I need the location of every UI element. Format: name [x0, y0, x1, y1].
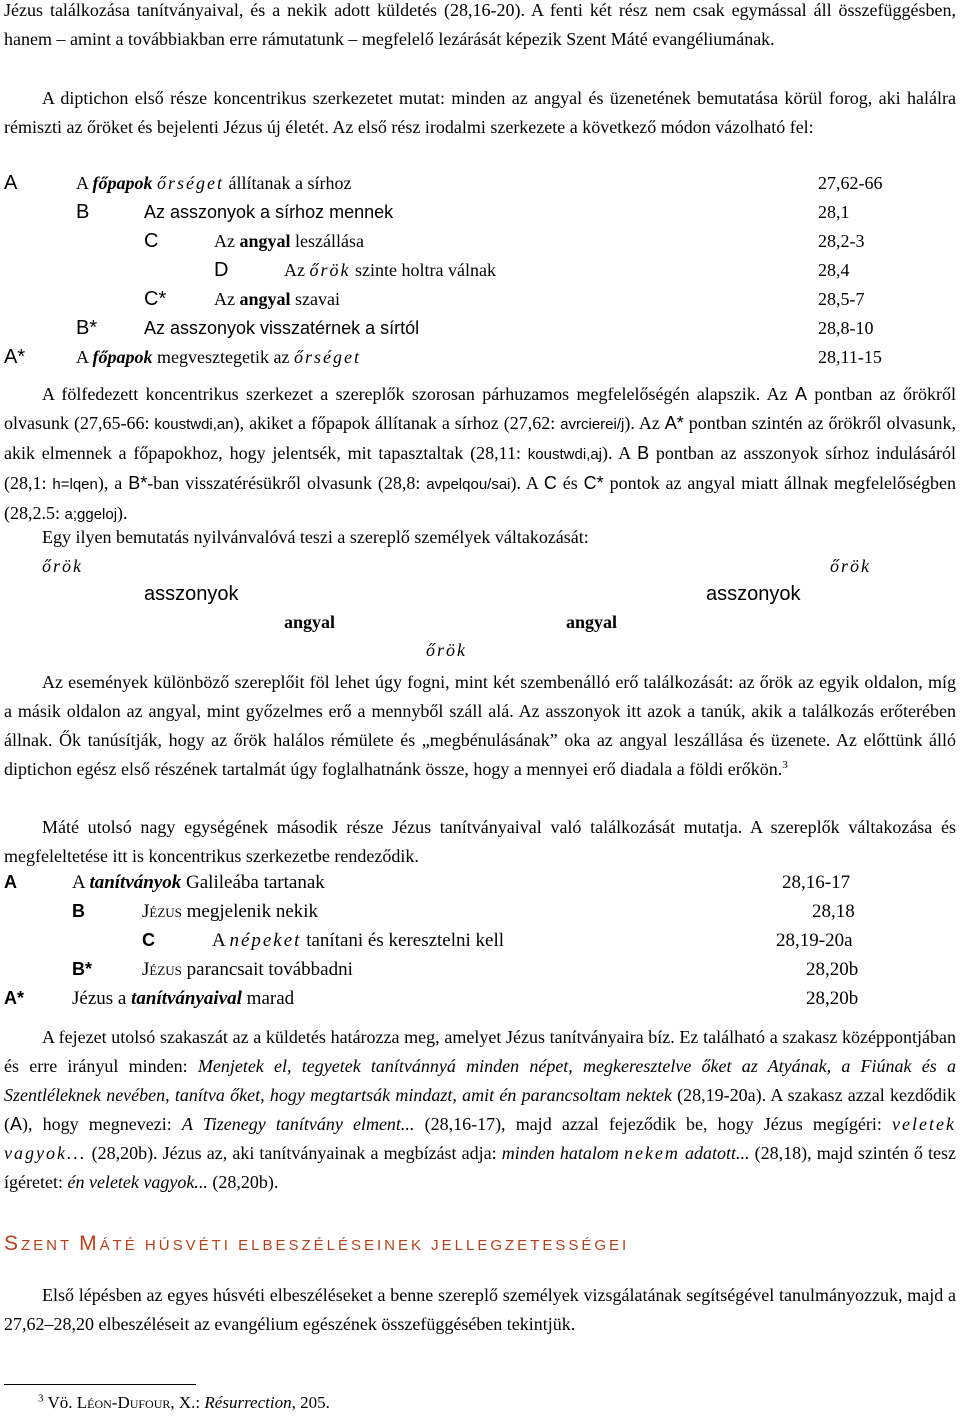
paragraph-events: Az események különböző szereplőit föl lehet úgy fogni, mint két szembenálló erő találkozását: az őrök az egyik oldalon, míg a másik oldalon az angyal, mint győzelmes erő a mennyből száll alá. Az asszonyok itt azok a tanúk, akik a találkozás erőterében állnak. Ők tanúsítják, hogy az őrök halálos rémülete és „megbénulásának” oka az angyal leszállása és üzenete. Az előttünk álló diptichon egész első részének tartalmát úgy foglalhatnánk össze, hogy a mennyei erő diadala a földi erőkön.$^3$ [4, 672, 956, 779]
structure-label: D [214, 259, 229, 281]
structure-label: B [76, 201, 90, 223]
paragraph-alternation: Egy ilyen bemutatás nyilvánvalóvá teszi a szereplő személyek váltakozását: [42, 527, 589, 547]
intro-paragraph: Jézus találkozása tanítványaival, és a nekik adott küldetés (28,16-20). A fenti két rész nem csak egymással áll összefüggésben, hanem – amint a továbbiakban erre rámutatunk – megfelelő lezárását képezik Szent Máté evangéliumának. [4, 0, 956, 49]
structure-row: Jézus megjelenik nekik [142, 901, 319, 922]
structure-ref: 28,1 [818, 202, 850, 222]
structure-row: A népeket tanítani és keresztelni kell [212, 930, 505, 951]
paragraph-correspondence: A fölfedezett koncentrikus szerkezet a szereplők szorosan párhuzamos megfelelőségén alapszik. Az A pontban az őrökről olvasunk (27,65-66: koustwdi,an), akiket a főpapok állítanak a sírhoz (27,62: avrcierei/j). Az A* pontban szintén az őrökről olvasunk, akik elmennek a főpapokhoz, hogy jelentsék, mit tapasztaltak (28,11: koustwdi,aj). A B pontban az asszonyok sírhoz indulásáról (28,1: h=lqen), a B*-ban visszatérésükről olvasunk (28,8: avpelqou/sai). A C és C* pontok az angyal miatt állnak megfelelőségben (28,2.5: a;ggeloj). [4, 384, 957, 523]
structure-row: Az asszonyok visszatérnek a sírtól [144, 318, 420, 338]
structure-label: B* [76, 317, 98, 339]
structure-label: A* [4, 346, 26, 368]
structure-row: Az angyal szavai [214, 289, 340, 309]
structure-row: A tanítványok Galileába tartanak [72, 872, 325, 893]
chiasm-angyal-left: angyal [284, 612, 336, 632]
structure-row: Jézus a tanítványaival marad [72, 988, 295, 1009]
structure-row: A főpapok megvesztegetik az őrséget [76, 347, 361, 367]
structure-ref: 27,62-66 [818, 173, 883, 193]
footnote-divider [4, 1384, 196, 1385]
structure-ref: 28,2-3 [818, 231, 865, 251]
structure-label: A [4, 872, 17, 892]
structure-ref: 28,5-7 [818, 289, 865, 309]
structure-label: B [72, 901, 85, 921]
structure-label: C [144, 230, 159, 252]
structure-ref: 28,11-15 [818, 347, 882, 367]
footnote-reference: 3 [782, 759, 788, 771]
chiasm-angyal-right: angyal [566, 612, 618, 632]
chiasm-asszonyok-right: asszonyok [706, 583, 801, 605]
paragraph-diptych: A diptichon első része koncentrikus szerkezetet mutat: minden az angyal és üzenetének bemutatása körül forog, aki halálra rémiszti az őröket és bejelenti Jézus új életét. Az első rész irodalmi szerkezete a következő módon vázolható fel: [4, 88, 956, 137]
structure-row: A főpapok őrséget állítanak a sírhoz [76, 173, 352, 193]
structure-label: C* [144, 288, 167, 310]
paragraph-first-step: Első lépésben az egyes húsvéti elbeszéléseket a benne szereplő személyek vizsgálatának segítségével tanulmányozzuk, majd a 27,62–28,20 elbeszéléseit az evangélium egészének összefüggésében tekintjük. [4, 1285, 956, 1334]
structure-label: C [142, 930, 155, 950]
structure-ref: 28,4 [818, 260, 850, 280]
paragraph-mission: A fejezet utolsó szakaszát az a küldetés határozza meg, amelyet Jézus tanítványaira bíz. Ez található a szakasz középpontjában és erre irányul minden: Menjetek el, tegyetek tanítvánnyá minden népet, megkeresztelve őket az Atyának, a Fiúnak és a Szentléleknek nevében, tanítva őket, hogy megtartsák mindazt, amit én parancsoltam nektek (28,19-20a). A szakasz azzal kezdődik (A), hogy megnevezi: A Tizenegy tanítvány elment... (28,16-17), majd azzal fejeződik be, hogy Jézus megígéri: veletek vagyok... (28,20b). Jézus az, aki tanítványainak a megbízást adja: minden hatalom nekem adatott... (28,18), majd szintén ő tesz ígéretet: én veletek vagyok... (28,20b). [4, 1027, 956, 1192]
structure-label: A [4, 172, 18, 194]
structure-row: Az angyal leszállása [214, 231, 364, 251]
structure-ref: 28,8-10 [818, 318, 874, 338]
structure-row: Az asszonyok a sírhoz mennek [144, 202, 394, 222]
paragraph-second-part: Máté utolsó nagy egységének második része Jézus tanítványaival való találkozását mutatja. A szereplők váltakozása és megfeleltetése itt is koncentrikus szerkezetbe rendeződik. [4, 817, 956, 866]
structure-ref: 28,18 [812, 901, 855, 922]
structure-label: A* [4, 988, 25, 1008]
structure-label: B* [72, 959, 93, 979]
structure-row: Az őrök szinte holtra válnak [284, 260, 496, 280]
footnote: $^3$ Vö. Léon-Dufour, X.: Résurrection, 205. [38, 1392, 330, 1412]
structure-row: Jézus parancsait továbbadni [142, 959, 353, 980]
section-heading: SZENT MÁTÉ HÚSVÉTI ELBESZÉLÉSEINEK JELLEGZETESSÉGEI [4, 1232, 630, 1255]
chiasm-asszonyok-left: asszonyok [144, 583, 239, 605]
chiasm-orok-left: őrök [42, 556, 83, 576]
chiasm-orok-center: őrök [426, 640, 467, 660]
chiasm-orok-right: őrök [830, 556, 871, 576]
structure-ref: 28,19-20a [776, 930, 853, 951]
structure-ref: 28,20b [806, 988, 859, 1009]
structure-ref: 28,16-17 [782, 872, 851, 893]
structure-ref: 28,20b [806, 959, 859, 980]
